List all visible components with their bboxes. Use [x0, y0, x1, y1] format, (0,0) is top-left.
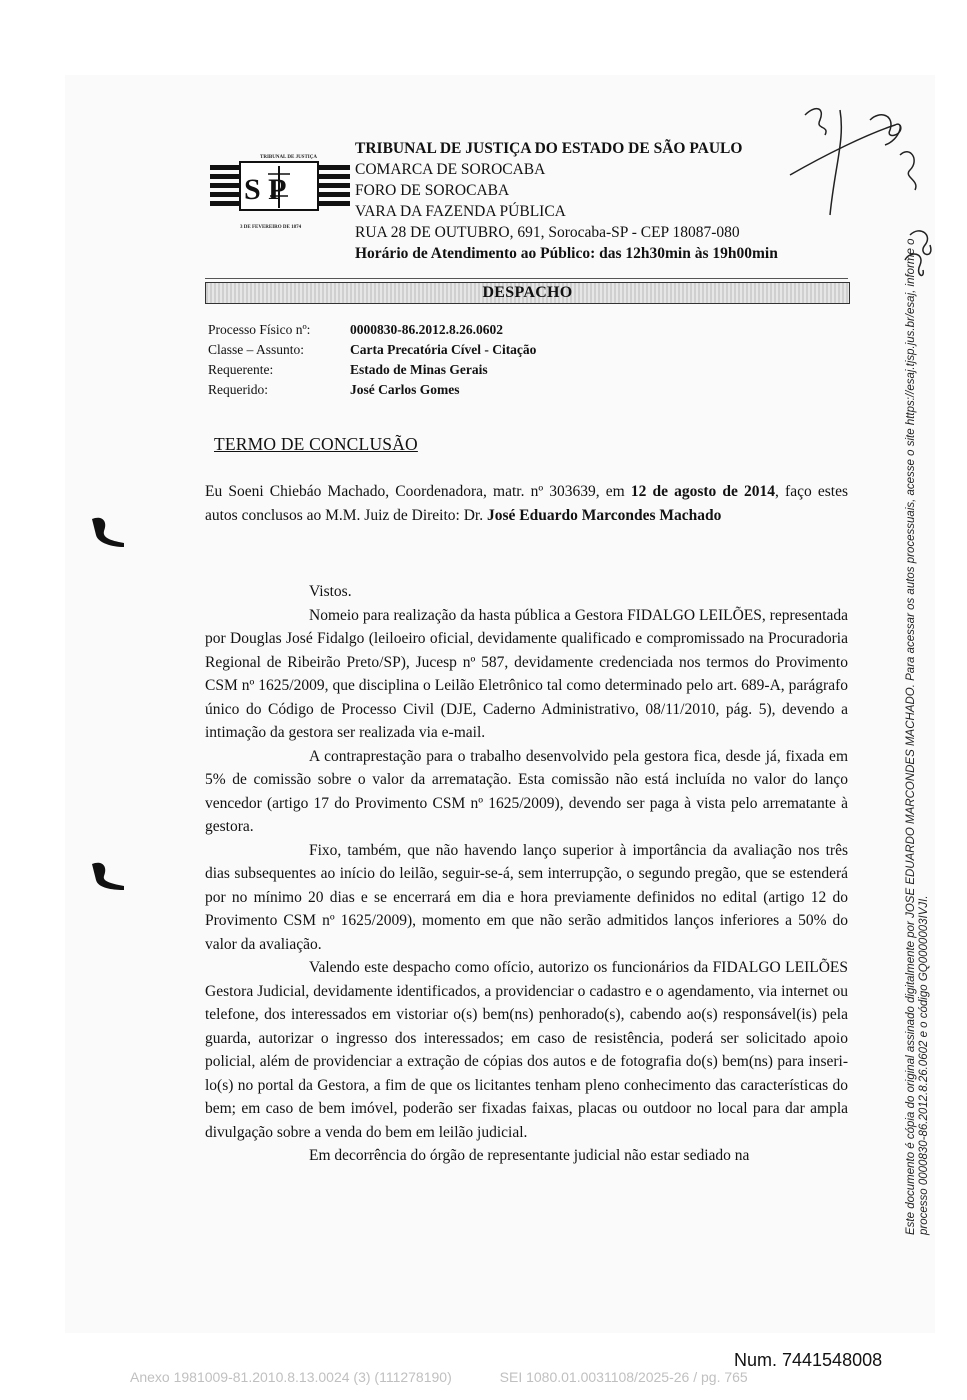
footer: [130, 1369, 748, 1385]
digital-signature-note: [905, 175, 931, 1235]
info-label: Requerido:: [208, 382, 268, 397]
band-top-rule: [205, 278, 848, 279]
info-label: Processo Físico nº:: [208, 322, 311, 337]
paragraph-1: Nomeio para realização da hasta pública a Gestora FIDALGO LEILÕES, representada por Douglas José Fidalgo (leiloeiro oficial, devidamente qualificado e compromissado na Procuradoria Regional de Ribeirão Preto/SP), Jucesp nº 587, devidamente credenciada nos termos do Provimento CSM nº 1625/2009, que disciplina o Leilão Eletrônico tal como determinado pelo art. 689-A, parágrafo único do Código de Processo Civil (DJE, Caderno Administrativo, 08/11/2010, pág. 5), devendo a intimação da gestora ser realizada via e-mail.: [205, 606, 848, 741]
requerente-row: [208, 360, 536, 380]
logo-bottom-text: 3 DE FEVEREIRO DE 1874: [240, 225, 302, 230]
comarca: COMARCA DE SOROCABA: [355, 161, 546, 178]
paragraph-2: A contraprestação para o trabalho desenvolvido pela gestora fica, desde já, fixada em 5% de comissão sobre o valor da arrematação. Esta comissão não está incluída no valor do lanço vencedor (artigo 17 do Provimento CSM nº 1625/2009), devendo ser paga à vista pelo arrematante à gestora.: [205, 747, 848, 835]
foro: FORO DE SOROCABA: [355, 182, 510, 199]
conclusao-date: 12 de agosto de 2014: [630, 483, 776, 500]
margin-mark: [88, 860, 128, 896]
court-logo: [210, 152, 350, 232]
process-info: [208, 320, 536, 400]
vara: VARA DA FAZENDA PÚBLICA: [355, 203, 566, 220]
margin-mark: [88, 513, 128, 553]
conclusao-part2: , faço estes autos conclusos ao M.M. Juiz de Direito: Dr.: [205, 483, 848, 524]
conclusao-part1: Eu Soeni Chiebáo Machado, Coordenadora, matr. nº 303639, em: [205, 483, 631, 500]
termo-title: TERMO DE CONCLUSÃO: [214, 434, 418, 454]
vistos: Vistos.: [309, 583, 352, 600]
section-title: DESPACHO: [482, 284, 573, 301]
judge-name: José Eduardo Marcondes Machado: [486, 506, 722, 524]
court-name: TRIBUNAL DE JUSTIÇA DO ESTADO DE SÃO PAULO: [355, 140, 743, 157]
side-note-line-2: processo 0000830-86.2012.8.26.0602 e o código GQ0000003IVJI.: [918, 895, 930, 1235]
court-header: [355, 138, 815, 264]
conclusao-text: [205, 480, 848, 527]
requerido-row: [208, 380, 536, 400]
despacho-band: [205, 282, 850, 304]
footer-left: Anexo 1981009-81.2010.8.13.0024 (3) (111278190): [130, 1369, 452, 1385]
info-label: Classe – Assunto:: [208, 342, 305, 357]
logo-letters: S P: [244, 173, 287, 206]
info-value: Carta Precatória Cível - Citação: [350, 342, 537, 357]
info-value: Estado de Minas Gerais: [350, 362, 488, 377]
footer-right: SEI 1080.01.0031108/2025-26 / pg. 765: [499, 1369, 748, 1385]
info-label: Requerente:: [208, 362, 274, 377]
opening-hours: Horário de Atendimento ao Público: das 12h30min às 19h00min: [355, 245, 778, 262]
info-value: 0000830-86.2012.8.26.0602: [350, 322, 503, 337]
despacho-body: [205, 580, 848, 1168]
class-subject-row: [208, 340, 536, 360]
paragraph-4: Valendo este despacho como ofício, autorizo os funcionários da FIDALGO LEILÕES Gestora Judicial, devidamente identificados, a providenciar o cadastro e o agendamento, via internet ou telefone, dos interessados em vistoriar o(s) bem(ns) penhorado(s), cabendo ao(s) responsável(is) pela guarda, autorizar o ingresso dos interessados; em caso de resistência, poderá ser solicitado apoio policial, além de providenciar a extração de cópias dos autos e de fotografia do(s) bem(ns) para inseri-lo(s) no portal da Gestora, a fim de que os licitantes tenham pleno conhecimento das características do bem; em caso de bem imóvel, poderão ser fixadas faixas, placas ou outdoor no local para dar ampla divulgação sobre a venda do bem em leilão judicial.: [205, 959, 848, 1141]
paragraph-3: Fixo, também, que não havendo lanço superior à importância da avaliação nos três dias subsequentes ao início do leilão, seguir-se-á, sem interrupção, o segundo pregão, que se estenderá por no mínimo 20 dias e se encerrará em dia e hora previamente definidos no edital (artigo 12 do Provimento CSM nº 1625/2009), momento em que não serão admitidos lanços inferiores a 50% do valor da avaliação.: [205, 841, 848, 953]
document-number: Num. 7441548008: [734, 1350, 883, 1370]
logo-top-text: TRIBUNAL DE JUSTIÇA: [260, 155, 317, 160]
paragraph-5: Em decorrência do órgão de representante judicial não estar sediado na: [309, 1147, 750, 1164]
info-value: José Carlos Gomes: [350, 382, 460, 397]
address: RUA 28 DE OUTUBRO, 691, Sorocaba-SP - CEP 18087-080: [355, 224, 740, 241]
side-note-line-1: Este documento é cópia do original assinado digitalmente por JOSE EDUARDO MARCONDES MACHADO. Para acessar os autos processuais, acesse o site https://esaj.tjsp.jus.br/esaj, informe o: [905, 238, 917, 1235]
process-number-row: [208, 320, 536, 340]
